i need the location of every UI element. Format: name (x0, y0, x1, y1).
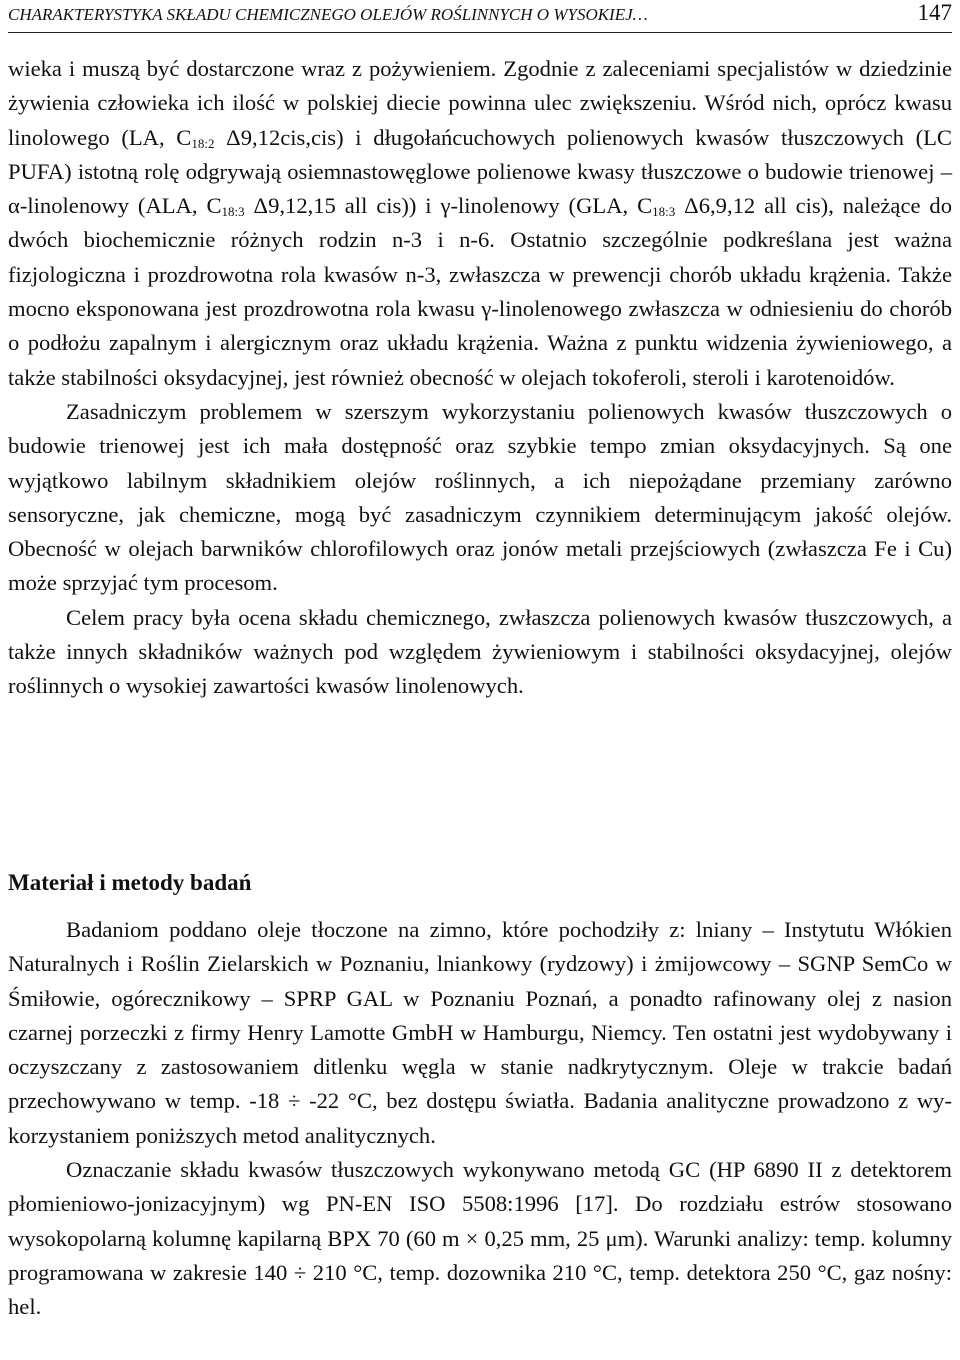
methods-section (8, 913, 952, 1325)
page-number: 147 (917, 0, 952, 25)
text-run: Δ9,12,15 all cis)) i γ-linolenowy (GLA, C (244, 193, 653, 219)
subscript: 18:3 (221, 204, 245, 220)
text-run: wieka i muszą być dostarczone wraz z pożywieniem. Zgodnie z zaleceniami specjalistów w dziedzinie żywienia człowieka ich ilość w polskiej diecie powinna ulec zwiększeniu. Wśród nich, oprócz kwasu linolowego (LA, C (8, 56, 952, 150)
text-run: Δ9,12cis,cis) i długołańcuchowych polienowych kwasów tłuszczowych (LC PUFA) istotną rolę odgrywają osiemnastowęglowe polienowe kwasy tłuszczowe o budowie trienowej – α-linolenowy (ALA, C (8, 124, 952, 219)
intro-section (8, 52, 952, 704)
methods-paragraph-2: Oznaczanie składu kwasów tłuszczowych wykonywano metodą GC (HP 6890 II z detektorem płomieniowo-jonizacyjnym) wg PN-EN ISO 5508:1996 [17]. Do rozdziału estrów stosowano wysokopolarną kolumnę kapilarną BPX 70 (60 m × 0,25 mm, 25 μm). Warunki analizy: temp. kolumny programowana w zakresie 140 ÷ 210 °C, temp. dozownika 210 °C, temp. detektora 250 °C, gaz nośny: hel. (8, 1157, 952, 1320)
section-heading-methods: Materiał i metody badań (8, 870, 252, 895)
running-title: CHARAKTERYSTYKA SKŁADU CHEMICZNEGO OLEJÓW ROŚLINNYCH O WYSOKIEJ… (8, 5, 648, 24)
text-run: Δ6,9,12 all cis), należące do dwóch biochemicznie różnych rodzin n-3 i n-6. Ostatnio szczególnie podkreślana jest ważna fizjologiczna i prozdrowotna rola kwasów n-3, zwłaszcza w prewencji chorób układu krążenia. Także mocno eksponowana jest prozdrowotna rola kwasu γ-linolenowego zwłaszcza w odniesieniu do chorób o podłożu zapalnym i alergicznym oraz układu krążenia. Ważna z punktu widzenia żywieniowego, a także stabilności oksydacyjnej, jest również obecność w olejach tokoferoli, steroli i karotenoidów. (8, 193, 952, 390)
intro-paragraph-3: Celem pracy była ocena składu chemicznego, zwłaszcza polienowych kwasów tłuszczowych, a także innych składników ważnych pod względem żywieniowym i stabilności oksydacyjnej, olejów roślinnych o wysokiej zawartości kwasów linolenowych. (8, 604, 952, 699)
methods-paragraph-1: Badaniom poddano oleje tłoczone na zimno, które pochodziły z: lniany – Instytutu Włókien Naturalnych i Roślin Zielarskich w Poznaniu, lniankowy (rydzowy) i żmijowcowy – SGNP SemCo w Śmiłowie, ogórecznikowy – SPRP GAL w Poznaniu Poznań, a ponadto rafinowany olej z nasion czarnej porzeczki z firmy Henry Lamotte GmbH w Hamburgu, Niemcy. Ten ostatni jest wydobywany i oczyszczany z zastosowaniem ditlenku węgla w stanie nadkrytycznym. Oleje w trakcie badań przechowywano w temp. -18 ÷ -22 °C, bez dostępu światła. Badania analityczne prowadzono z wykorzystaniem poniższych metod analitycznych. (8, 917, 952, 1148)
running-header (8, 2, 952, 28)
intro-paragraph-1 (8, 52, 952, 395)
subscript: 18:2 (191, 135, 215, 151)
intro-paragraph-2: Zasadniczym problemem w szerszym wykorzystaniu polienowych kwasów tłuszczowych o budowie trienowej jest ich mała dostępność oraz szybkie tempo zmian oksydacyjnych. Są one wyjątkowo labilnym składnikiem olejów roślinnych, a ich niepożądane przemiany zarówno sensoryczne, jak chemiczne, mogą być zasadniczym czynnikiem determinującym jakość olejów. Obecność w olejach barwników chlorofilowych oraz jonów metali przejściowych (zwłaszcza Fe i Cu) może sprzyjać tym procesom. (8, 398, 952, 596)
subscript: 18:3 (652, 204, 676, 220)
header-rule (8, 32, 952, 33)
